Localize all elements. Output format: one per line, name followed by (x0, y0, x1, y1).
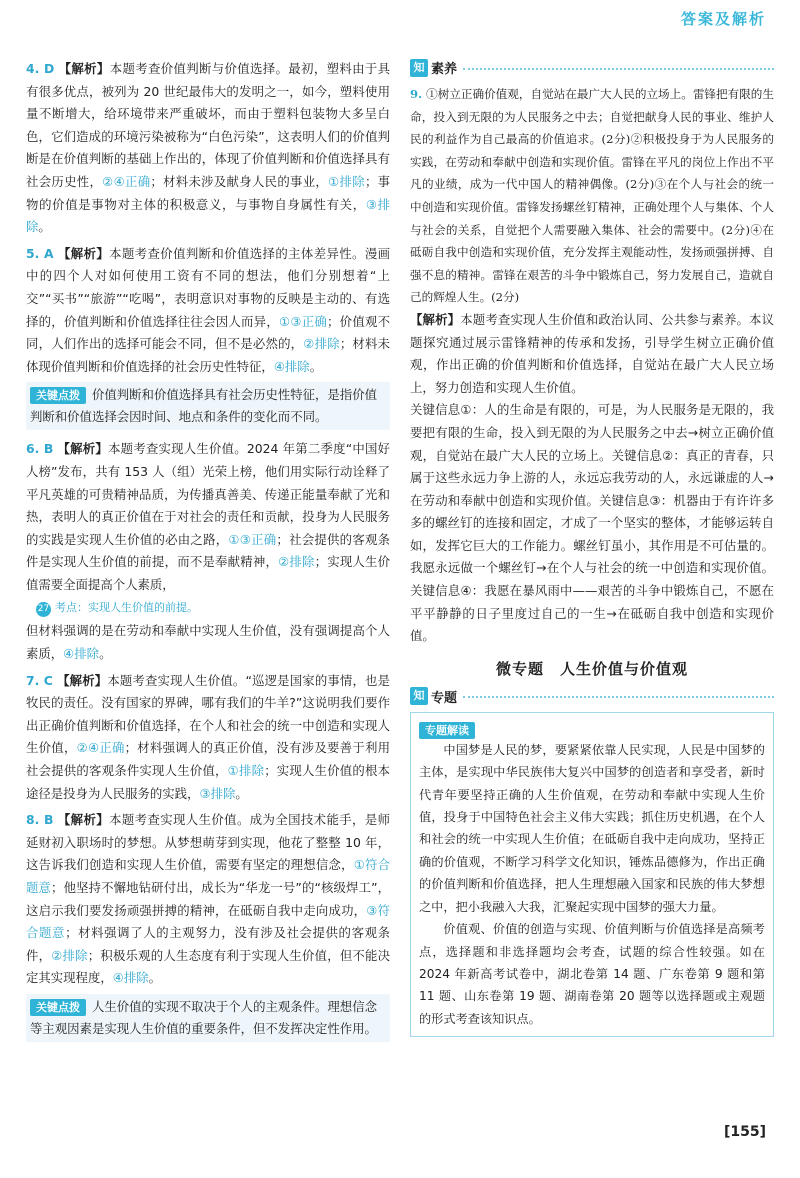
question-number: 4. D (26, 61, 55, 76)
question-number: 7. C (26, 672, 53, 688)
section-header-literacy: 知 素养 (410, 58, 774, 77)
interpretation-label: 专题解读 (419, 722, 475, 739)
answer-q7: 7. C 【解析】本题考查实现人生价值。“巡逻是国家的事情，也是牧民的责任。没有国家的界碑，哪有我们的牛羊?”这说明我们要作出正确价值判断和价值选择，在个人和社会的统一中创造和实现人生价值，②④正确；材料强调人的真正价值，没有涉及要善于利用社会提供的客观条件实现人生价值，①排除；实现人生价值的根本途径是投身为人民服务的实践，③排除。 (26, 672, 391, 801)
note-icon: 27 (36, 602, 51, 617)
right-column (410, 58, 774, 1037)
section-header-topic: 知 专题 (410, 687, 774, 706)
book-icon: 知 (410, 59, 428, 77)
topic-interpretation-box (410, 712, 774, 1037)
interpretation-paragraph: 价值观、价值的创造与实现、价值判断与价值选择是高频考点，选择题和非选择题均会考查，试题的综合性较强。如在 2024 年新高考试卷中，湖北卷第 14 题、广东卷第 9 题和第 11 题、山东卷第 19 题、湖南卷第 20 题等以选择题或主观题的形式考查该知识点。 (419, 922, 765, 1026)
exam-point-note: 27 考点：实现人生价值的前提。 (36, 598, 390, 618)
question-number: 6. B (26, 441, 54, 457)
answer-q4: 4. D 【解析】本题考查价值判断与价值选择。最初，塑料由于具有很多优点，被列为 20 世纪最伟大的发明之一，如今，塑料使用量不断增大，给环境带来严重破坏，而由于塑料包装物大多呈白色，它们造成的环境污染被称为“白色污染”，这表明人们的价值判断是在价值判断的基础上作出的，体现了价值判断和价值选择具有社会历史性，②④正确；材料未涉及献身人民的事业，①排除；事物的价值是事物对主体的积极意义，与事物自身属性有关，③排除。 (26, 61, 391, 235)
dotted-divider (463, 696, 774, 698)
book-icon: 知 (410, 687, 428, 705)
dotted-divider (463, 68, 774, 70)
key-info-q9: 关键信息①：人的生命是有限的，可是，为人民服务是无限的，我要把有限的生命，投入到无限的为人民服务之中去→树立正确价值观，自觉站在最广大人民的立场上。关键信息②：真正的青春，只属于这些永远力争上游的人，永远忘我劳动的人，永远谦虚的人→在劳动和奉献中创造和实现价值。关键信息③：机器由于有许许多多的螺丝钉的连接和固定，才成了一个坚实的整体，才能够运转自如，发挥它巨大的工作能力。螺丝钉虽小，其作用是不可估量的。我愿永远做一个螺丝钉→在个人与社会的统一中创造和实现价值。关键信息④：我愿在暴风雨中——艰苦的斗争中锻炼自己，不愿在平平静静的日子里度过自己的一生→在砥砺自我中创造和实现价值。 (410, 402, 774, 644)
key-tip-box: 关键点拨 价值判断和价值选择具有社会历史性特征，是指价值判断和价值选择会因时间、地点和条件的变化而不同。 (26, 382, 390, 430)
answer-q5: 5. A 【解析】本题考查价值判断和价值选择的主体差异性。漫画中的四个人对如何使用工资有不同的想法，他们分别想着“上交”“买书”“旅游”“吃喝”，表明意识对事物的反映是主动的、有选择的，价值判断和价值选择往往会因人而异，①③正确；价值观不同，人们作出的选择可能会不同，但不是必然的，②排除；材料未体现价值判断和价值选择的社会历史性特征，④排除。 (26, 245, 391, 374)
page-title: 答案及解析 (680, 10, 766, 28)
answer-q9: 9. ①树立正确价值观，自觉站在最广大人民的立场上。雷锋把有限的生命，投入到无限的为人民服务之中去；自觉把献身人民的事业、维护人民的利益作为自己最高的价值追求。(2分)②积极投身于为人民服务的实践，在劳动和奉献中创造和实现价值。雷锋在平凡的岗位上作出不平凡的业绩，成为一代中国人的精神偶像。(2分)③在个人与社会的统一中创造和实现价值。雷锋发扬螺丝钉精神，正确处理个人与集体、个人与社会的关系，自觉把个人需要融入集体、社会的需要中。(2分)④在砥砺自我中创造和实现价值，充分发挥主观能动性，发扬顽强拼搏、自强不息的精神。雷锋在艰苦的斗争中锻炼自己，努力发展自己，造就自己的辉煌人生。(2分) (410, 87, 774, 305)
interpretation-paragraph: 中国梦是人民的梦，要紧紧依靠人民实现，人民是中国梦的主体，是实现中华民族伟大复兴中国梦的创造者和享受者，新时代青年要坚持正确的人生价值观，在劳动和奉献中实现人生价值，投身于中国特色社会主义伟大实践；抓住历史机遇，在个人和社会的统一中实现人生价值；在砥砺自我中走向成功，坚持正确的价值观，不断学习科学文化知识，锤炼品德修为，作出正确的价值判断和价值选择，把人生理想融入国家和民族的伟大梦想之中，把小我融入大我，汇聚起实现中国梦的强大力量。 (419, 742, 765, 914)
analysis-q9: 【解析】本题考查实现人生价值和政治认同、公共参与素养。本议题探究通过展示雷锋精神的传承和发扬，引导学生树立正确价值观，作出正确的价值判断和价值选择，自觉站在最广大人民立场上，努力创造和实现人生价值。 (410, 311, 775, 395)
page-number: [155] (723, 1124, 766, 1140)
answer-q6: 6. B 【解析】本题考查实现人生价值。2024 年第二季度“中国好人榜”发布，共有 153 人（组）光荣上榜，他们用实际行动诠释了平凡英雄的可贵精神品质，为传播真善美、传递正能量奉献了光和热，表明人的真正价值在于对社会的责任和贡献，投身为人民服务的实践是实现人生价值的必由之路，①③正确；社会提供的客观条件是实现人生价值的前提，而不是奉献精神，②排除；实现人生价值需要全面提高个人素质， 27 考点：实现人生价值的前提。 但材料强调的是在劳动和奉献中实现人生价值，没有强调提高个人素质，④排除。 (26, 441, 391, 662)
question-number: 9. (410, 87, 423, 101)
answer-q8: 8. B 【解析】本题考查实现人生价值。成为全国技术能手，是师延财初入职场时的梦想。从梦想萌芽到实现，他花了整整 10 年，这告诉我们创造和实现人生价值，需要有坚定的理想信念，①符合题意；他坚持不懈地钻研付出，成长为“华龙一号”的“核级焊工”，这启示我们要发扬顽强拼搏的精神，在砥砺自我中走向成功，③符合题意；材料强调了人的主观努力，没有涉及社会提供的客观条件，②排除；积极乐观的人生态度有利于实现人生价值，但不能决定其实现程度，④排除。 (26, 812, 391, 986)
question-number: 8. B (26, 812, 54, 828)
question-number: 5. A (26, 245, 54, 261)
key-tip-label: 关键点拨 (30, 387, 86, 404)
key-tip-box: 关键点拨 人生价值的实现不取决于个人的主观条件。理想信念等主观因素是实现人生价值的重要条件，但不发挥决定性作用。 (26, 994, 390, 1042)
micro-topic-title: 微专题 人生价值与价值观 (495, 659, 688, 678)
key-tip-label: 关键点拨 (30, 999, 86, 1016)
left-column (26, 58, 390, 1050)
